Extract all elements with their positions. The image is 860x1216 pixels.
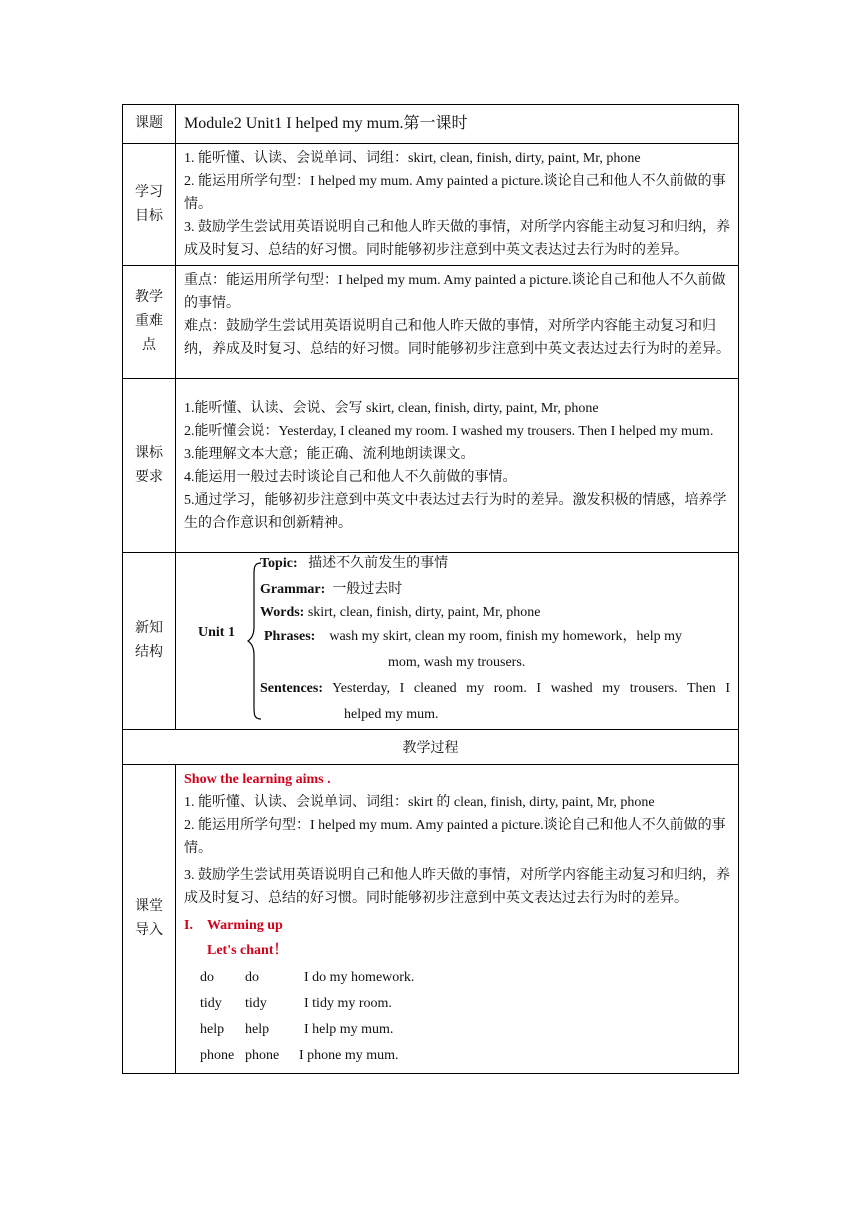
chant-line: phone phone I phone my mum. (200, 1048, 399, 1063)
goal-item: 3. 鼓励学生尝试用英语说明自己和他人昨天做的事情，对所学内容能主动复习和归纳，养成及时复习、总结的好习惯。同时能够初步注意到中英文表达过去行为时的差异。 (184, 220, 730, 258)
grammar-line: Grammar: 一般过去时 (260, 582, 403, 597)
unit-label: Unit 1 (198, 625, 235, 640)
phrases-line: Phrases: wash my skirt, clean my room, finish my homework，help my (264, 629, 683, 644)
aim-item: 1. 能听懂、认读、会说单词、词组：skirt 的 clean, finish, dirty, paint, Mr, phone (184, 795, 655, 810)
process-heading-row (123, 730, 739, 765)
intro-label: 课堂 导入 (123, 765, 176, 1074)
structure-label: 新知 结构 (123, 553, 176, 730)
key-points-label: 教学 重难 点 (123, 266, 176, 379)
aim-item: 3. 鼓励学生尝试用英语说明自己和他人昨天做的事情，对所学内容能主动复习和归纳，养成及时复习、总结的好习惯。同时能够初步注意到中英文表达过去行为时的差异。 (184, 868, 730, 906)
standard-item: 3.能理解文本大意；能正确、流利地朗读课文。 (184, 447, 475, 462)
process-heading: 教学过程 (123, 730, 739, 765)
show-aims-heading: Show the learning aims . (184, 772, 331, 787)
warming-up-heading: I. Warming up (184, 918, 283, 933)
topic-label: 课题 (123, 105, 176, 144)
difficult-point-item: 难点：鼓励学生尝试用英语说明自己和他人昨天做的事情，对所学内容能主动复习和归纳，养成及时复习、总结的好习惯。同时能够初步注意到中英文表达过去行为时的差异。 (184, 319, 730, 357)
topic-line: Topic: 描述不久前发生的事情 (260, 556, 449, 571)
standards-row (123, 379, 739, 553)
topic-row (123, 105, 739, 144)
chant-line: do do I do my homework. (200, 970, 415, 985)
knowledge-structure (176, 553, 738, 729)
lesson-plan-table (122, 104, 739, 1074)
chant-title: Let's chant！ (207, 943, 288, 958)
standard-item: 5.通过学习，能够初步注意到中英文中表达过去行为时的差异。激发积极的情感，培养学生的合作意识和创新精神。 (184, 493, 727, 531)
sentences-line: Sentences: Yesterday, I cleaned my room. I washed my trousers. Then I (260, 681, 731, 696)
key-point-item: 重点：能运用所学句型：I helped my mum. Amy painted a picture.谈论自己和他人不久前做的事情。 (184, 273, 726, 311)
standard-item: 2.能听懂会说：Yesterday, I cleaned my room. I washed my trousers. Then I helped my mum. (184, 424, 714, 439)
aim-item: 2. 能运用所学句型：I helped my mum. Amy painted a picture.谈论自己和他人不久前做的事情。 (184, 818, 726, 856)
standard-item: 4.能运用一般过去时谈论自己和他人不久前做的事情。 (184, 470, 517, 485)
goals-label: 学习 目标 (123, 144, 176, 266)
goal-item: 2. 能运用所学句型：I helped my mum. Amy painted a picture.谈论自己和他人不久前做的事情。 (184, 174, 726, 212)
standards-label: 课标 要求 (123, 379, 176, 553)
words-line: Words: skirt, clean, finish, dirty, paint, Mr, phone (260, 605, 541, 620)
chant-line: tidy tidy I tidy my room. (200, 996, 392, 1011)
phrases-line-cont: mom, wash my trousers. (388, 655, 526, 670)
intro-row (123, 765, 739, 1074)
goal-item: 1. 能听懂、认读、会说单词、词组：skirt, clean, finish, dirty, paint, Mr, phone (184, 151, 641, 166)
standard-item: 1.能听懂、认读、会说、会写 skirt, clean, finish, dirty, paint, Mr, phone (184, 401, 599, 416)
structure-row (123, 553, 739, 730)
sentences-line-cont: helped my mum. (344, 707, 439, 722)
lesson-title: Module2 Unit1 I helped my mum.第一课时 (184, 115, 468, 132)
key-points-row (123, 266, 739, 379)
goals-row (123, 144, 739, 266)
chant-line: help help I help my mum. (200, 1022, 394, 1037)
